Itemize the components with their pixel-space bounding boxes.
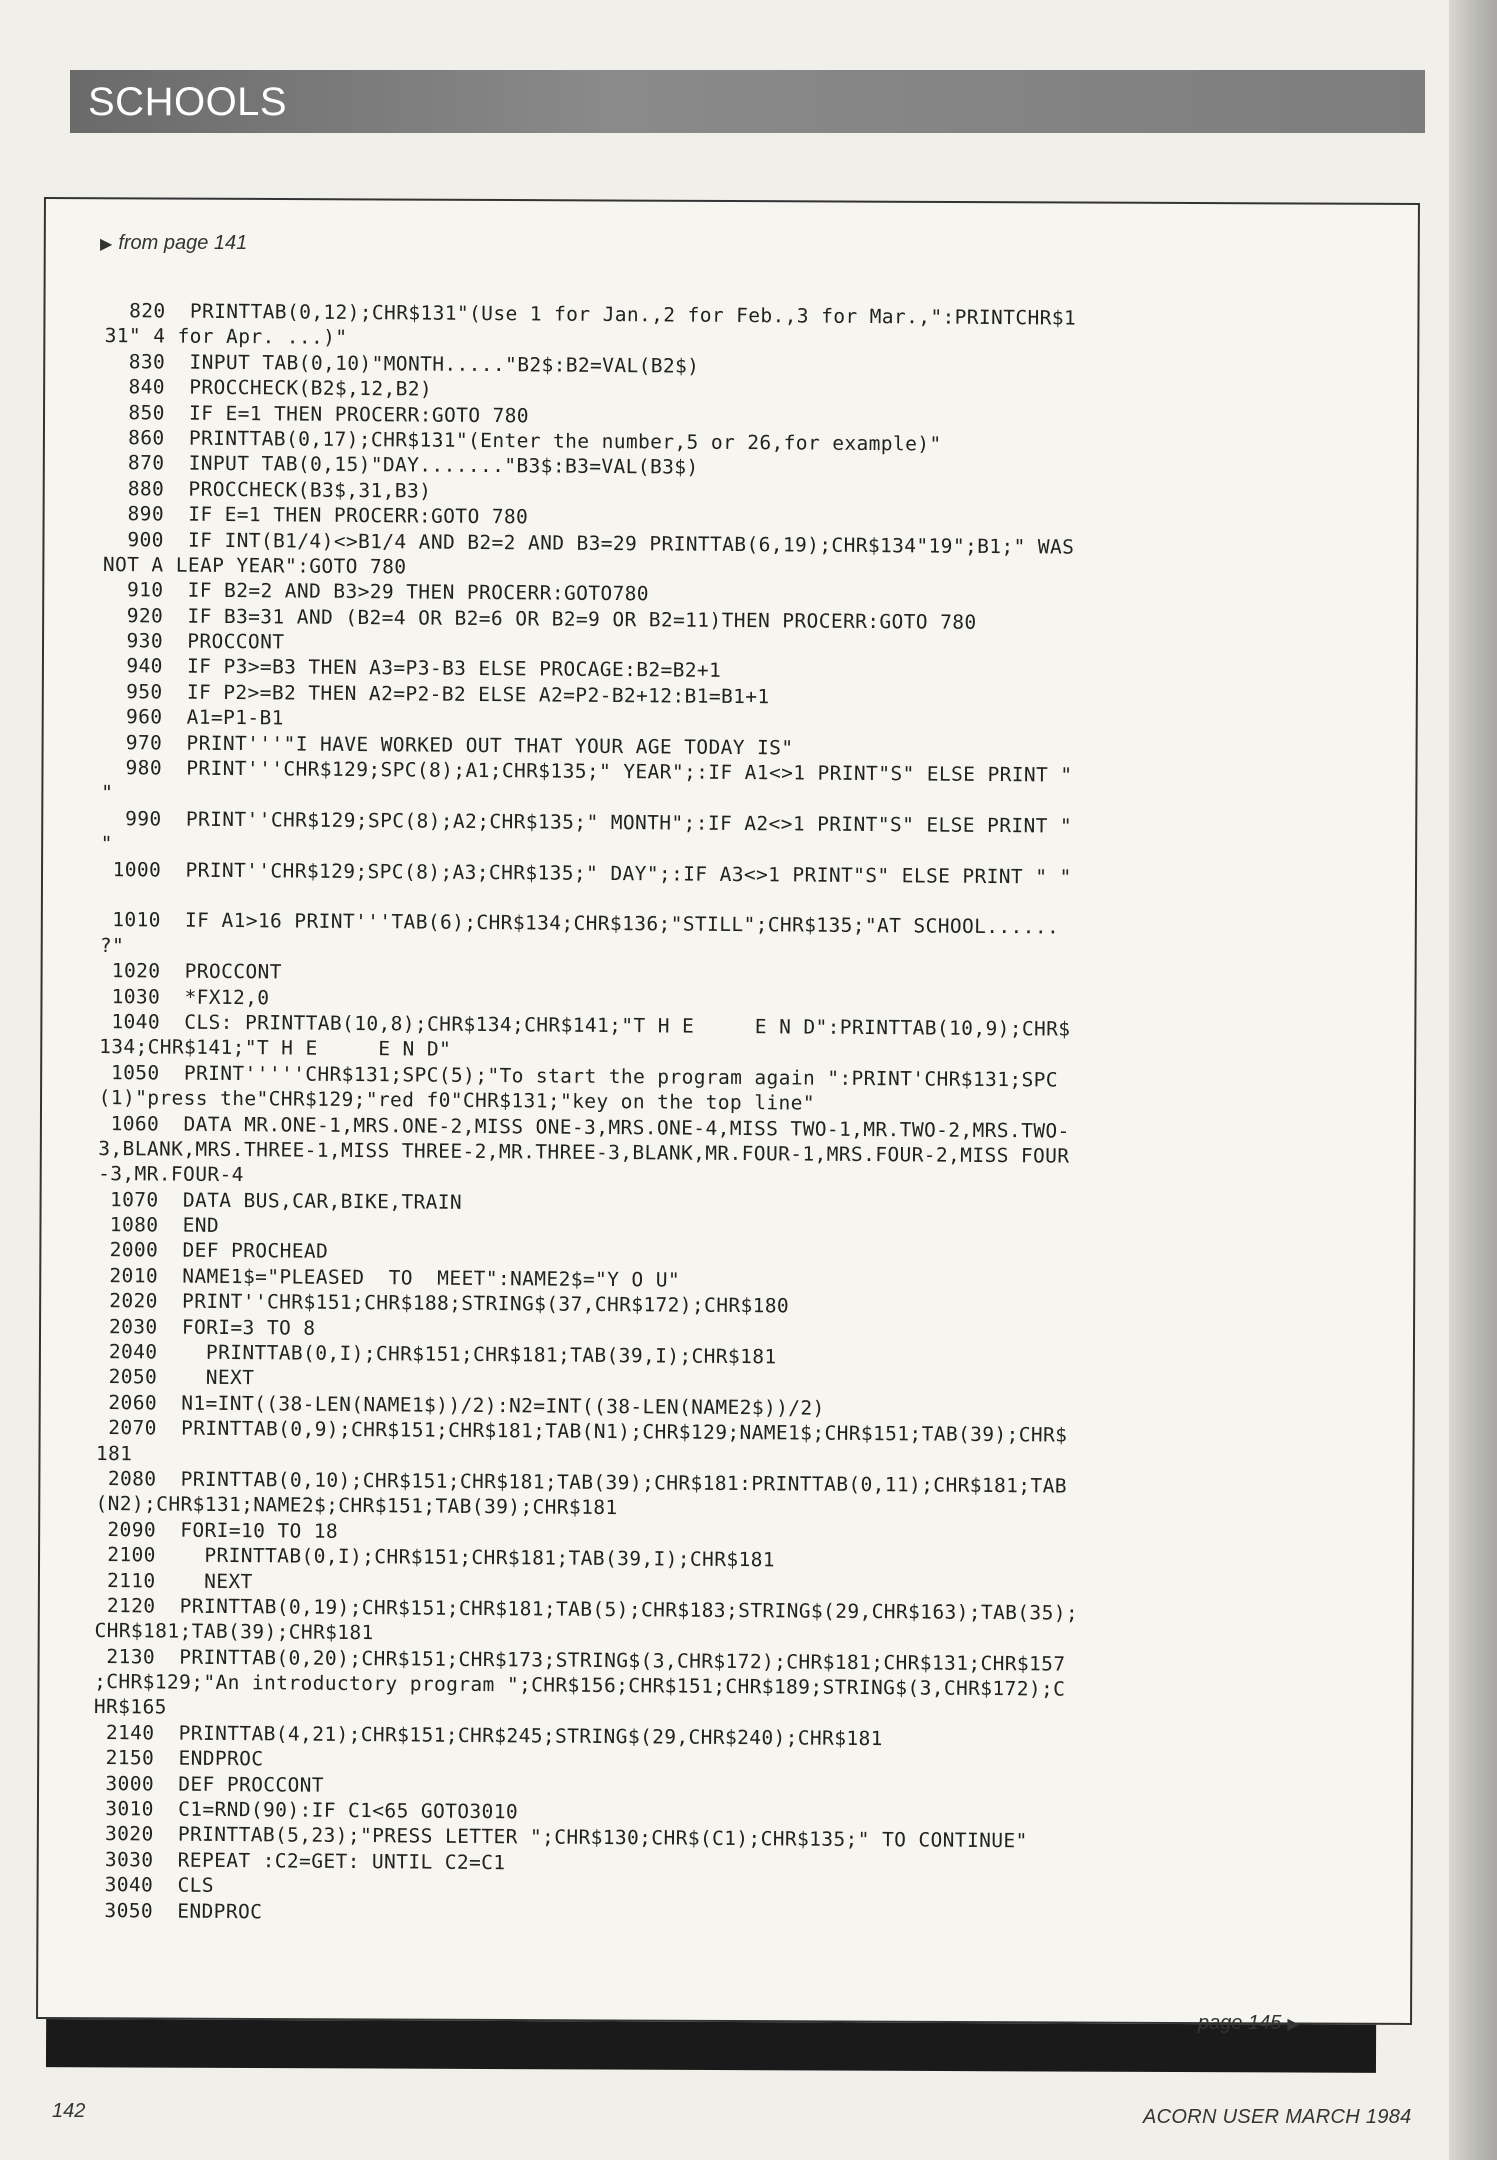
code-line: 2030 FORI=3 TO 8 [96, 1314, 316, 1340]
code-line: 1010 IF A1>16 PRINT'''TAB(6);CHR$134;CHR$136;"STILL";CHR$135;"AT SCHOOL...... [100, 908, 1060, 939]
code-line: 960 A1=P1-B1 [101, 705, 284, 730]
code-line: 880 PROCCHECK(B3$,31,B3) [103, 476, 432, 503]
code-line: NOT A LEAP YEAR":GOTO 780 [102, 552, 407, 579]
code-line: 850 IF E=1 THEN PROCERR:GOTO 780 [104, 400, 530, 427]
code-line: -3,MR.FOUR-4 [98, 1162, 244, 1187]
code-line: ?" [99, 933, 125, 957]
code-line: 3,BLANK,MRS.THREE-1,MISS THREE-2,MR.THREE-3,BLANK,MR.FOUR-1,MRS.FOUR-2,MISS FOUR [98, 1136, 1070, 1168]
code-line: 3020 PRINTTAB(5,23);"PRESS LETTER ";CHR$130;CHR$(C1);CHR$135;" TO CONTINUE" [92, 1822, 1028, 1853]
code-line: 2120 PRINTTAB(0,19);CHR$151;CHR$181;TAB(5);CHR$183;STRING$(29,CHR$163);TAB(35); [94, 1593, 1079, 1625]
code-line: 860 PRINTTAB(0,17);CHR$131"(Enter the number,5 or 26,for example)" [103, 425, 942, 456]
code-line: 2090 FORI=10 TO 18 [95, 1517, 339, 1543]
code-line: 2020 PRINT''CHR$151;CHR$188;STRING$(37,CHR$172);CHR$180 [97, 1289, 790, 1318]
section-header [70, 70, 1425, 133]
code-line: HR$165 [93, 1695, 167, 1720]
code-line: 2150 ENDPROC [93, 1746, 264, 1771]
continued-to-text: page 145 [1198, 2012, 1282, 2034]
code-line: 2060 N1=INT((38-LEN(NAME1$))/2):N2=INT((38-LEN(NAME2$))/2) [96, 1390, 825, 1420]
code-line: 2140 PRINTTAB(4,21);CHR$151;CHR$245;STRING$(29,CHR$240);CHR$181 [93, 1720, 883, 1751]
continued-from-text: from page 141 [118, 232, 248, 254]
code-line: " [101, 781, 114, 805]
code-line: 940 IF P3>=B3 THEN A3=P3-B3 ELSE PROCAGE:B2=B2+1 [102, 654, 722, 683]
code-line: 970 PRINT'''"I HAVE WORKED OUT THAT YOUR AGE TODAY IS" [101, 730, 794, 760]
code-line: 1030 *FX12,0 [99, 984, 270, 1009]
code-line: 1040 CLS: PRINTTAB(10,8);CHR$134;CHR$141;"T H E E N D":PRINTTAB(10,9);CHR$ [99, 1009, 1071, 1041]
code-line: 1060 DATA MR.ONE-1,MRS.ONE-2,MISS ONE-3,MRS.ONE-4,MISS TWO-1,MR.TWO-2,MRS.TWO- [98, 1111, 1070, 1143]
code-line: 870 INPUT TAB(0,15)"DAY......."B3$:B3=VAL(B3$) [103, 451, 699, 480]
code-line: 830 INPUT TAB(0,10)"MONTH....."B2$:B2=VAL(B2$) [104, 349, 700, 378]
code-line: 1020 PROCCONT [99, 959, 282, 984]
code-line: 980 PRINT'''CHR$129;SPC(8);A1;CHR$135;" YEAR";:IF A1<>1 PRINT"S" ELSE PRINT " [101, 756, 1073, 787]
code-line: 181 [95, 1441, 133, 1465]
code-line: 900 IF INT(B1/4)<>B1/4 AND B2=2 AND B3=29 PRINTTAB(6,19);CHR$134"19";B1;" WAS [103, 527, 1075, 559]
section-title: SCHOOLS [88, 80, 288, 124]
code-line: 950 IF P2>=B2 THEN A2=P2-B2 ELSE A2=P2-B2+12:B1=B1+1 [101, 679, 770, 709]
triangle-right-icon: ▶ [100, 236, 113, 253]
code-line: 3040 CLS [92, 1873, 215, 1898]
page-number: 142 [52, 2100, 86, 2122]
code-line: 1070 DATA BUS,CAR,BIKE,TRAIN [97, 1187, 463, 1214]
code-line: (N2);CHR$131;NAME2$;CHR$151;TAB(39);CHR$181 [95, 1492, 618, 1520]
code-line: 3010 C1=RND(90):IF C1<65 GOTO3010 [93, 1797, 519, 1824]
magazine-issue: ACORN USER MARCH 1984 [1143, 2106, 1412, 2128]
code-line: 2000 DEF PROCHEAD [97, 1238, 329, 1264]
code-line: 2050 NEXT [96, 1365, 255, 1390]
code-line: 1080 END [97, 1213, 220, 1237]
continued-from [100, 232, 247, 255]
triangle-right-icon: ▶ [1287, 2016, 1300, 2033]
code-line: 820 PRINTTAB(0,12);CHR$131"(Use 1 for Jan.,2 for Feb.,3 for Mar.,":PRINTCHR$1 [104, 298, 1077, 330]
page-edge-shadow [1449, 0, 1497, 2160]
code-line: (1)"press the"CHR$129;"red f0"CHR$131;"key on the top line" [98, 1086, 816, 1115]
code-line: 930 PROCCONT [102, 629, 285, 654]
code-line: 920 IF B3=31 AND (B2=4 OR B2=6 OR B2=9 OR B2=11)THEN PROCERR:GOTO 780 [102, 603, 977, 634]
code-line: 3000 DEF PROCCONT [93, 1771, 325, 1797]
code-line: 990 PRINT''CHR$129;SPC(8);A2;CHR$135;" MONTH";:IF A2<>1 PRINT"S" ELSE PRINT " [100, 806, 1073, 838]
code-line: 840 PROCCHECK(B2$,12,B2) [104, 375, 433, 401]
code-line: 890 IF E=1 THEN PROCERR:GOTO 780 [103, 502, 529, 529]
code-line: 2040 PRINTTAB(0,I);CHR$151;CHR$181;TAB(39,I);CHR$181 [96, 1339, 777, 1369]
code-line: ;CHR$129;"An introductory program ";CHR$156;CHR$151;CHR$189;STRING$(3,CHR$172);C [94, 1670, 1066, 1701]
code-line: 2080 PRINTTAB(0,10);CHR$151;CHR$181;TAB(39);CHR$181:PRINTTAB(0,11);CHR$181;TAB [95, 1466, 1067, 1498]
code-line: 2100 PRINTTAB(0,I);CHR$151;CHR$181;TAB(39,I);CHR$181 [95, 1543, 776, 1572]
code-line: 2070 PRINTTAB(0,9);CHR$151;CHR$181;TAB(N1);CHR$129;NAME1$;CHR$151;TAB(39);CHR$ [96, 1416, 1068, 1447]
code-line: 2130 PRINTTAB(0,20);CHR$151;CHR$173;STRING$(3,CHR$172);CHR$181;CHR$131;CHR$157 [94, 1644, 1066, 1676]
code-line: 910 IF B2=2 AND B3>29 THEN PROCERR:GOTO780 [102, 578, 650, 606]
program-listing [92, 298, 1365, 1933]
continued-to [1198, 2012, 1300, 2035]
code-line: 134;CHR$141;"T H E E N D" [99, 1035, 452, 1062]
code-line: 3030 REPEAT :C2=GET: UNTIL C2=C1 [92, 1847, 506, 1875]
code-line: " [100, 832, 113, 856]
code-line: 31" 4 for Apr. ...)" [104, 324, 348, 350]
code-line: CHR$181;TAB(39);CHR$181 [94, 1619, 374, 1645]
code-line: 2110 NEXT [94, 1568, 253, 1593]
code-line: 1000 PRINT''CHR$129;SPC(8);A3;CHR$135;" DAY";:IF A3<>1 PRINT"S" ELSE PRINT " " [100, 857, 1072, 889]
code-line: 1050 PRINT'''''CHR$131;SPC(5);"To start the program again ":PRINT'CHR$131;SPC [98, 1060, 1059, 1092]
code-line: 2010 NAME1$="PLEASED TO MEET":NAME2$="Y O U" [97, 1263, 681, 1292]
code-line: 3050 ENDPROC [92, 1898, 263, 1923]
